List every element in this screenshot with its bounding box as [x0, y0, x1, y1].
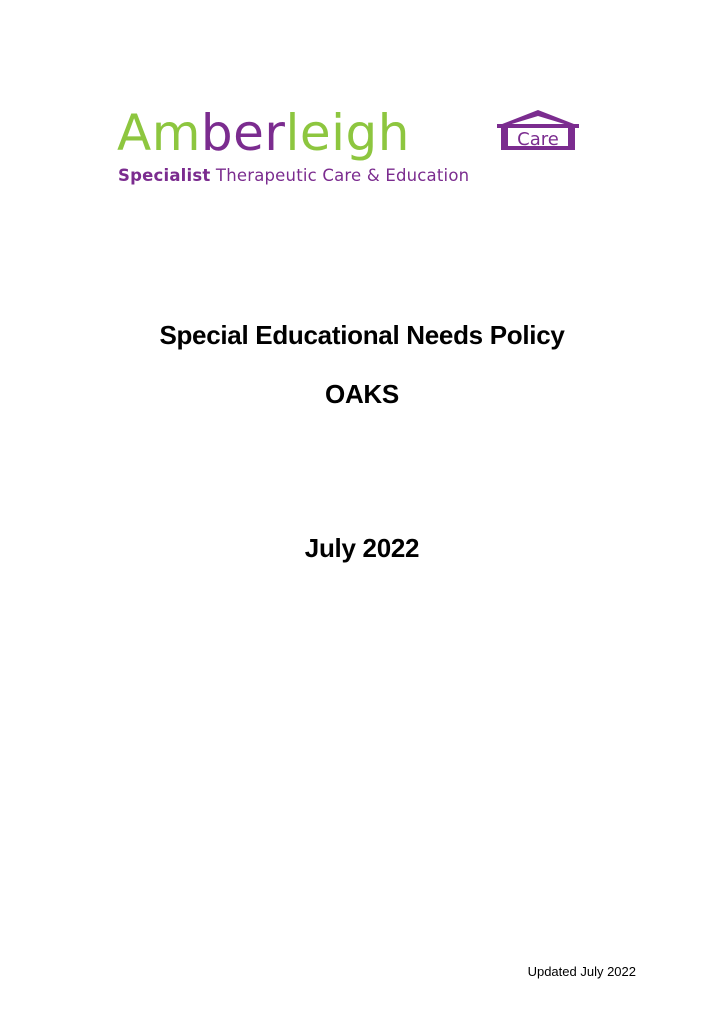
logo-tagline-rest: Therapeutic Care & Education [210, 166, 470, 185]
logo-tagline [118, 166, 469, 185]
logo-house-text: Care [517, 129, 559, 150]
amberleigh-logo [117, 103, 617, 193]
document-date: July 2022 [304, 533, 420, 563]
document-title: Special Educational Needs Policy [159, 320, 565, 350]
logo-tagline-bold: Specialist [118, 166, 211, 185]
logo-word-part-2: ber [200, 104, 286, 162]
logo-word-part-1: Am [117, 104, 201, 162]
logo-word-part-3: leigh [285, 104, 410, 162]
updated-note: Updated July 2022 [527, 964, 636, 979]
document-subtitle: OAKS [325, 379, 399, 409]
house-icon [491, 108, 585, 154]
logo-wordmark [117, 103, 410, 163]
